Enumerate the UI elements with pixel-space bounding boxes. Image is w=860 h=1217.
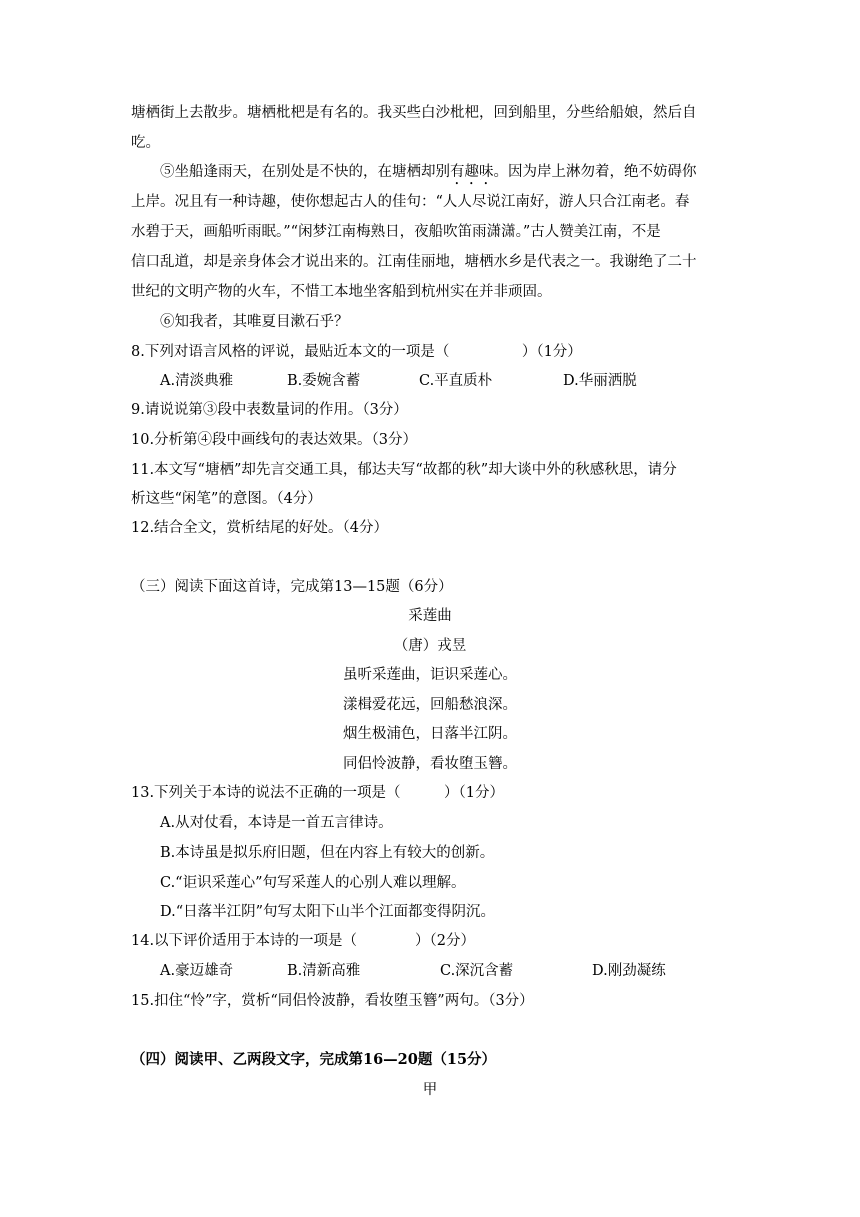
question-15: 15.扣住“怜”字，赏析“同侣怜波静，看妆堕玉簪”两句。（3分） bbox=[131, 993, 534, 1009]
q8-option-a: A.清淡典雅 bbox=[160, 373, 234, 389]
q13-option-a: A.从对仗看，本诗是一首五言律诗。 bbox=[160, 815, 393, 831]
passage-p6: ⑥知我者，其唯夏目漱石乎？ bbox=[160, 314, 349, 330]
question-11-line2: 析这些“闲笔”的意图。（4分） bbox=[131, 491, 322, 507]
passage-p4-tail-line1: 塘栖街上去散步。塘栖枇杷是有名的。我买些白沙枇杷，回到船里，分些给船娘，然后自 bbox=[131, 105, 697, 121]
poem-line-3: 烟生极浦色，日落半江阴。 bbox=[343, 726, 517, 742]
poem-author: （唐）戎昱 bbox=[393, 638, 467, 654]
question-9: 9.请说说第③段中表数量词的作用。（3分） bbox=[131, 402, 408, 418]
poem-line-1: 虽听采莲曲，讵识采莲心。 bbox=[343, 667, 517, 683]
q13-option-b: B.本诗虽是拟乐府旧题，但在内容上有较大的创新。 bbox=[160, 845, 495, 861]
q14-option-d: D.刚劲凝练 bbox=[592, 963, 666, 979]
passage-p5-line2: 上岸。况且有一种诗趣，使你想起古人的佳句：“人人尽说江南好，游人只合江南老。春 bbox=[131, 194, 690, 210]
passage-p5-line1 bbox=[160, 162, 697, 188]
passage-jia-title: 甲 bbox=[422, 1082, 438, 1098]
q13-option-d: D.“日落半江阴”句写太阳下山半个江面都变得阴沉。 bbox=[160, 904, 496, 920]
q13-option-c: C.“讵识采莲心”句写采莲人的心别人难以理解。 bbox=[160, 875, 466, 891]
q8-option-b: B.委婉含蓄 bbox=[287, 373, 361, 389]
question-11-line1: 11.本文写“塘栖”却先言交通工具，郁达夫写“故都的秋”却大谈中外的秋感秋思，请分 bbox=[131, 462, 677, 478]
q8-option-d: D.华丽洒脱 bbox=[563, 373, 637, 389]
passage-p5-emphasis: 有趣味 bbox=[450, 164, 494, 180]
q8-option-c: C.平直质朴 bbox=[419, 373, 493, 389]
question-14: 14.以下评价适用于本诗的一项是（ ）（2分） bbox=[131, 933, 476, 949]
question-10: 10.分析第④段中画线句的表达效果。（3分） bbox=[131, 432, 418, 448]
poem-title: 采莲曲 bbox=[408, 608, 452, 624]
passage-p5-line1-b: 。因为岸上淋勿着，绝不妨碍你 bbox=[493, 164, 697, 180]
section-4-heading: （四）阅读甲、乙两段文字，完成第16—20题（15分） bbox=[131, 1051, 497, 1068]
section-3-heading: （三）阅读下面这首诗，完成第13—15题（6分） bbox=[131, 579, 453, 595]
q14-option-b: B.清新高雅 bbox=[287, 963, 361, 979]
question-12: 12.结合全文，赏析结尾的好处。（4分） bbox=[131, 520, 389, 536]
q14-option-c: C.深沉含蓄 bbox=[440, 963, 514, 979]
poem-line-4: 同侣怜波静，看妆堕玉簪。 bbox=[343, 756, 517, 772]
passage-p5-line1-a: ⑤坐船逢雨天，在别处是不快的，在塘栖却别 bbox=[160, 164, 450, 180]
passage-p4-tail-line2: 吃。 bbox=[131, 135, 160, 151]
passage-p5-line4: 信口乱道，却是亲身体会才说出来的。江南佳丽地，塘栖水乡是代表之一。我谢绝了二十 bbox=[131, 254, 697, 270]
question-8: 8.下列对语言风格的评说，最贴近本文的一项是（ ）（1分） bbox=[131, 344, 582, 360]
passage-p5-line3: 水碧于天，画船听雨眠。”“闲梦江南梅熟日，夜船吹笛雨潇潇。”古人赞美江南，不是 bbox=[131, 224, 661, 240]
passage-p5-line5: 世纪的文明产物的火车，不惜工本地坐客船到杭州实在并非顽固。 bbox=[131, 284, 552, 300]
question-13: 13.下列关于本诗的说法不正确的一项是（ ）（1分） bbox=[131, 785, 505, 801]
q14-option-a: A.豪迈雄奇 bbox=[160, 963, 234, 979]
poem-line-2: 漾楫爱花远，回船愁浪深。 bbox=[343, 697, 517, 713]
